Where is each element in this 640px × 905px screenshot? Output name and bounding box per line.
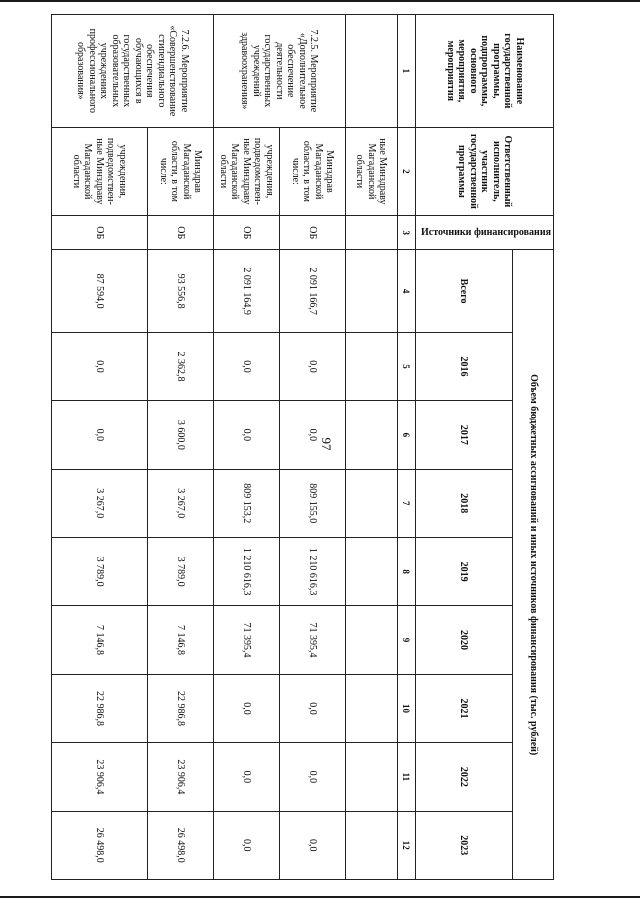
row-value: 71 395,4 [279,606,345,674]
financing-table [51,14,554,880]
header-year: 2017 [415,401,512,469]
row-responsible: учреждения, подведомствен-ные Минздраву Магаданской области [213,127,279,216]
row-value: 0,0 [213,401,279,469]
table-row [147,15,213,880]
row-value [345,332,397,400]
row-value [345,674,397,742]
row-value: 0,0 [279,674,345,742]
row-value: 0,0 [51,401,147,469]
row-source: ОБ [279,216,345,250]
row-value: 87 594,0 [51,250,147,332]
header-total: Всего [415,250,512,332]
row-source: ОБ [51,216,147,250]
column-index: 9 [397,606,415,674]
row-value: 0,0 [51,332,147,400]
bottom-rule [0,896,640,898]
row-value: 0,0 [279,332,345,400]
row-value: 809 155,0 [279,469,345,537]
header-year: 2018 [415,469,512,537]
row-value: 3 600,0 [147,401,213,469]
header-year: 2022 [415,743,512,811]
table-row [51,15,147,880]
row-value: 3 267,0 [147,469,213,537]
row-value [345,811,397,879]
row-value: 22 986,8 [51,674,147,742]
header-year: 2023 [415,811,512,879]
header-year: 2020 [415,606,512,674]
column-index: 1 [397,15,415,128]
row-value [345,250,397,332]
row-value: 0,0 [213,674,279,742]
row-name [345,15,397,128]
column-index: 11 [397,743,415,811]
row-value: 1 210 616,3 [213,537,279,605]
header-responsible: Ответственный исполнитель, участник государственной программы [415,127,553,216]
column-index: 3 [397,216,415,250]
row-value: 7 146,8 [147,606,213,674]
table-row [345,15,397,880]
row-value [345,743,397,811]
top-rule [0,0,640,2]
row-value: 93 556,8 [147,250,213,332]
row-value: 0,0 [279,743,345,811]
row-responsible: ные Минздраву Магаданской области [345,127,397,216]
row-value: 26 498,0 [51,811,147,879]
column-index: 6 [397,401,415,469]
row-source: ОБ [147,216,213,250]
header-year: 2019 [415,537,512,605]
row-value: 7 146,8 [51,606,147,674]
row-value: 3 789,0 [147,537,213,605]
row-value: 23 906,4 [147,743,213,811]
row-value [345,537,397,605]
row-name: 7.2.6. Мероприятие «Совершенствование стипендиального обеспечения обучающихся в государственных образовательных учреждениях профессионального образования» [51,15,213,128]
column-index: 5 [397,332,415,400]
row-value: 71 395,4 [213,606,279,674]
column-index: 4 [397,250,415,332]
row-name: 7.2.5. Мероприятие «Дополнительное обеспечение деятельности государственных учреждений здравоохранения» [213,15,345,128]
row-value: 809 153,2 [213,469,279,537]
row-value: 2 362,8 [147,332,213,400]
row-value [345,469,397,537]
rotated-table-container [66,14,554,880]
row-value: 1 210 616,3 [279,537,345,605]
column-index: 7 [397,469,415,537]
table-row [279,15,345,880]
table-row [213,15,279,880]
header-source-text: Источники финансирования [421,226,551,238]
column-index: 8 [397,537,415,605]
column-index: 10 [397,674,415,742]
row-value: 0,0 [213,811,279,879]
row-responsible: Минздрав Магаданской области, в том числе: [147,127,213,216]
page-number: 97 [319,437,334,451]
row-value [345,401,397,469]
row-value: 0,0 [279,401,345,469]
row-source: ОБ [213,216,279,250]
header-source [415,216,553,250]
column-index: 2 [397,127,415,216]
header-group-title: Объем бюджетных ассигнований и иных источников финансирования (тыс. рублей) [512,250,553,880]
row-value: 22 986,8 [147,674,213,742]
row-source [345,216,397,250]
row-value: 0,0 [213,332,279,400]
header-year: 2021 [415,674,512,742]
row-value: 2 091 164,9 [213,250,279,332]
header-year: 2016 [415,332,512,400]
row-value: 3 267,0 [51,469,147,537]
row-responsible: учреждения, подведомствен-ные Минздраву Магаданской области [51,127,147,216]
column-index: 12 [397,811,415,879]
row-value: 23 906,4 [51,743,147,811]
row-value [345,606,397,674]
row-responsible: Минздрав Магаданской области, в том числе: [279,127,345,216]
row-value: 0,0 [213,743,279,811]
row-value: 3 789,0 [51,537,147,605]
row-value: 26 498,0 [147,811,213,879]
header-name: Наименование государственной программы, подпрограммы, основного мероприятия, мероприятия [415,15,553,128]
row-value: 2 091 166,7 [279,250,345,332]
row-value: 0,0 [279,811,345,879]
table-wrapper [66,14,554,880]
